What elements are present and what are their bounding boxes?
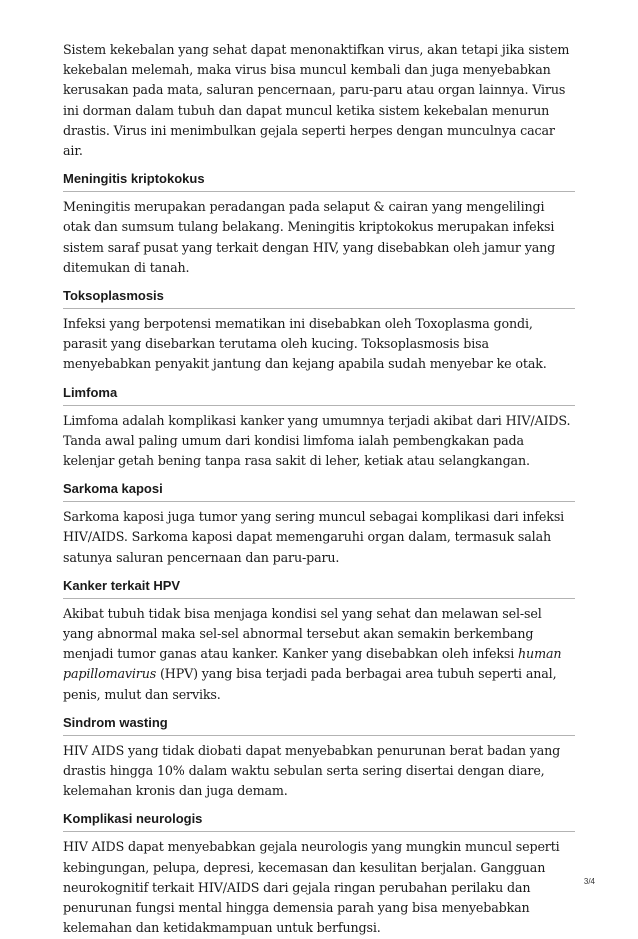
section-body: Infeksi yang berpotensi mematikan ini disebabkan oleh Toxoplasma gondi, parasit yang disebarkan terutama oleh kucing. Toksoplasmosis bisa menyebabkan penyakit jantung dan kejang apabila sudah menyebar ke otak. bbox=[63, 316, 547, 372]
section-body bbox=[63, 604, 575, 705]
section-heading: Sarkoma kaposi bbox=[63, 480, 575, 502]
document-page bbox=[63, 40, 575, 939]
section-heading: Kanker terkait HPV bbox=[63, 577, 575, 599]
section-body: Meningitis merupakan peradangan pada selaput & cairan yang mengelilingi otak dan sumsum tulang belakang. Meningitis kriptokokus merupakan infeksi sistem saraf pusat yang terkait dengan HIV, yang disebabkan oleh jamur yang ditemukan di tanah. bbox=[63, 199, 556, 275]
section-meningitis bbox=[63, 170, 575, 278]
body-text: Akibat tubuh tidak bisa menjaga kondisi sel yang sehat dan melawan sel-sel yang abnormal maka sel-sel abnormal tersebut akan semakin berkembang menjadi tumor ganas atau kanker. Kanker yang disebabkan oleh infeksi bbox=[63, 605, 542, 662]
section-heading: Komplikasi neurologis bbox=[63, 810, 575, 832]
section-limfoma bbox=[63, 384, 575, 472]
section-body: Sarkoma kaposi juga tumor yang sering muncul sebagai komplikasi dari infeksi HIV/AIDS. Sarkoma kaposi dapat memengaruhi organ dalam, termasuk salah satunya saluran pencernaan dan paru-paru. bbox=[63, 509, 565, 565]
section-sarkoma-kaposi bbox=[63, 480, 575, 568]
intro-paragraph: Sistem kekebalan yang sehat dapat menonaktifkan virus, akan tetapi jika sistem kekebalan melemah, maka virus bisa muncul kembali dan juga menyebabkan kerusakan pada mata, saluran pencernaan, paru-paru atau organ lainnya. Virus ini dorman dalam tubuh dan dapat muncul ketika sistem kekebalan menurun drastis. Virus ini menimbulkan gejala seperti herpes dengan munculnya cacar air. bbox=[63, 42, 570, 159]
section-body: HIV AIDS dapat menyebabkan gejala neurologis yang mungkin muncul seperti kebingungan, pelupa, depresi, kecemasan dan kesulitan berjalan. Gangguan neurokognitif terkait HIV/AIDS dari gejala ringan perubahan perilaku dan penurunan fungsi mental hingga demensia parah yang bisa menyebabkan kelemahan dan ketidakmampuan untuk berfungsi. bbox=[63, 839, 560, 936]
section-heading: Meningitis kriptokokus bbox=[63, 170, 575, 192]
section-kanker-hpv bbox=[63, 577, 575, 705]
section-toksoplasmosis bbox=[63, 287, 575, 375]
page-number: 3/4 bbox=[583, 877, 595, 886]
section-heading: Limfoma bbox=[63, 384, 575, 406]
body-italic-term: human papillomavirus bbox=[63, 646, 562, 682]
section-heading: Toksoplasmosis bbox=[63, 287, 575, 309]
section-sindrom-wasting bbox=[63, 714, 575, 802]
section-heading: Sindrom wasting bbox=[63, 714, 575, 736]
section-body: Limfoma adalah komplikasi kanker yang umumnya terjadi akibat dari HIV/AIDS. Tanda awal paling umum dari kondisi limfoma ialah pembengkakan pada kelenjar getah bening tanpa rasa sakit di leher, ketiak atau selangkangan. bbox=[63, 412, 571, 469]
section-komplikasi-neurologis bbox=[63, 810, 575, 938]
section-body: HIV AIDS yang tidak diobati dapat menyebabkan penurunan berat badan yang drastis hingga 10% dalam waktu sebulan serta sering disertai dengan diare, kelemahan kronis dan juga demam. bbox=[63, 742, 561, 799]
body-text: (HPV) yang bisa terjadi pada berbagai area tubuh seperti anal, penis, mulut dan serviks. bbox=[63, 666, 557, 702]
